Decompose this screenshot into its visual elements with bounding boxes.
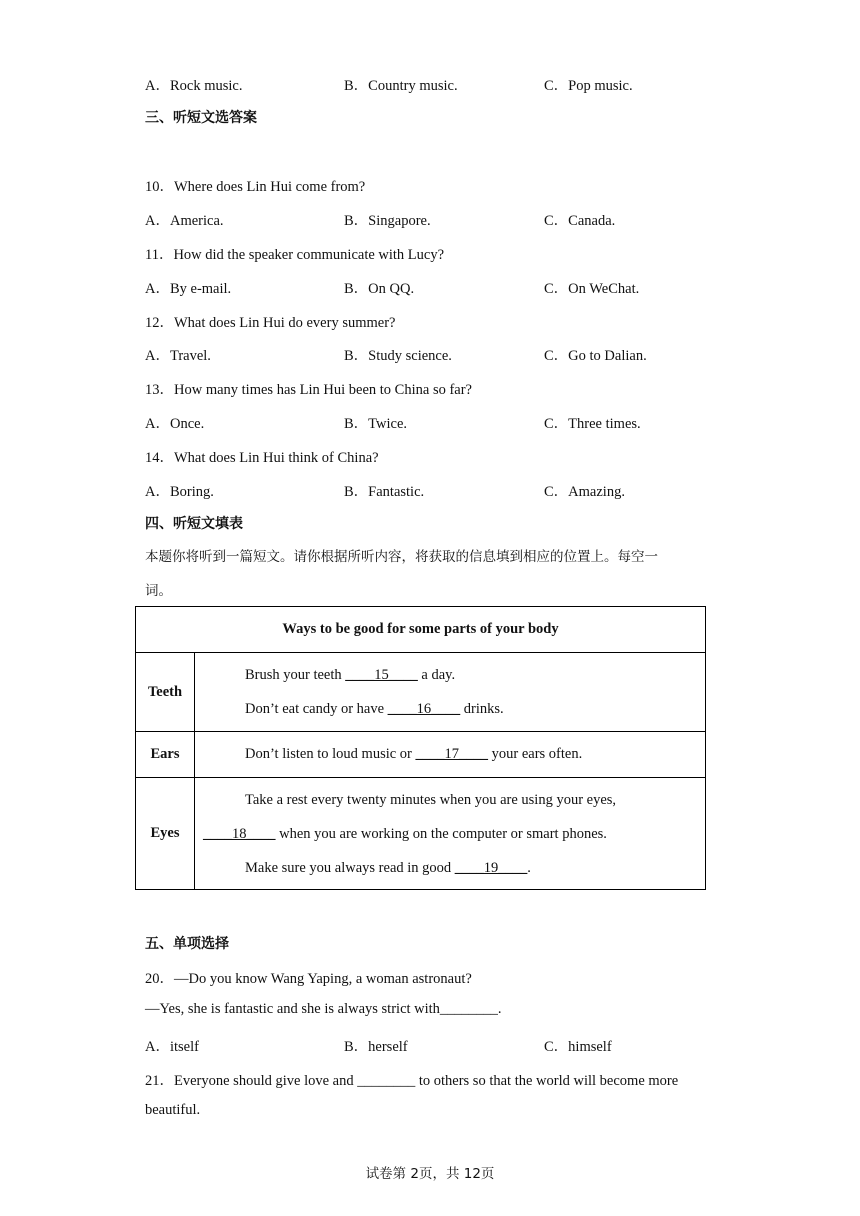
teeth-cell <box>195 653 706 732</box>
q12-stem: 12．What does Lin Hui do every summer? <box>145 315 396 331</box>
row-label-ears: Ears <box>136 732 195 778</box>
table-header: Ways to be good for some parts of your body <box>136 607 706 653</box>
blank-15[interactable]: ____15____ <box>345 667 418 683</box>
q20-option-b: B．herself <box>344 1039 408 1055</box>
q11-option-c: C．On WeChat. <box>544 281 640 297</box>
blank-18[interactable]: ____18____ <box>203 825 276 842</box>
row-label-eyes: Eyes <box>136 778 195 890</box>
blank-16[interactable]: ____16____ <box>387 701 461 717</box>
q12-option-c: C．Go to Dalian. <box>544 348 647 364</box>
blank-19[interactable]: ____19____ <box>454 859 528 876</box>
q10-option-b: B．Singapore. <box>344 213 431 229</box>
q14-option-c: C．Amazing. <box>544 484 625 500</box>
ears-line: Don’t listen to loud music or ____17____ your ears often. <box>245 746 583 762</box>
q20-reply: —Yes, she is fantastic and she is always strict with________. <box>145 1001 502 1017</box>
eyes-line-2: ____18____ when you are working on the computer or smart phones. <box>203 825 607 842</box>
q11-option-a: A．By e-mail. <box>145 281 232 297</box>
q20-option-a: A．itself <box>145 1039 199 1055</box>
section4-instructions: 本题你将听到一篇短文。请你根据所听内容，将获取的信息填到相应的位置上。每空一 <box>145 549 658 565</box>
q12-option-b: B．Study science. <box>344 348 452 364</box>
q9-option-c: C．Pop music. <box>544 78 633 94</box>
q20-stem: 20．—Do you know Wang Yaping, a woman astronaut? <box>145 971 472 987</box>
section4-title: 四、听短文填表 <box>145 516 243 532</box>
q10-stem: 10．Where does Lin Hui come from? <box>145 179 366 195</box>
teeth-line-2: Don’t eat candy or have ____16____ drinks. <box>245 701 504 717</box>
q11-option-b: B．On QQ. <box>344 281 415 297</box>
row-label-teeth: Teeth <box>136 653 195 732</box>
q13-option-a: A．Once. <box>145 416 205 432</box>
q14-option-b: B．Fantastic. <box>344 484 425 500</box>
q10-option-a: A．America. <box>145 213 224 229</box>
section3-title: 三、听短文选答案 <box>145 110 257 126</box>
teeth-line-1: Brush your teeth ____15____ a day. <box>245 667 456 683</box>
fill-in-table <box>135 606 706 890</box>
q13-stem: 13．How many times has Lin Hui been to China so far? <box>145 382 472 398</box>
q14-option-a: A．Boring. <box>145 484 214 500</box>
q20-option-c: C．himself <box>544 1039 612 1055</box>
q13-option-b: B．Twice. <box>344 416 408 432</box>
q9-option-a: A．Rock music. <box>145 78 243 94</box>
eyes-cell <box>195 778 706 890</box>
q12-option-a: A．Travel. <box>145 348 211 364</box>
q9-option-b: B．Country music. <box>344 78 458 94</box>
section4-instructions-cont: 词。 <box>145 583 172 599</box>
q13-option-c: C．Three times. <box>544 416 641 432</box>
q21-stem: 21．Everyone should give love and ________ to others so that the world will become more <box>145 1073 679 1089</box>
q14-stem: 14．What does Lin Hui think of China? <box>145 450 379 466</box>
q10-option-c: C．Canada. <box>544 213 616 229</box>
q21-stem-cont: beautiful. <box>145 1102 201 1118</box>
eyes-line-1: Take a rest every twenty minutes when you are using your eyes, <box>245 791 617 808</box>
page-footer: 试卷第 2页，共 12页 <box>365 1166 495 1182</box>
section5-title: 五、单项选择 <box>145 936 229 952</box>
ears-cell <box>195 732 706 778</box>
q11-stem: 11．How did the speaker communicate with Lucy? <box>145 247 445 263</box>
blank-17[interactable]: ____17____ <box>415 746 489 762</box>
eyes-line-3: Make sure you always read in good ____19____. <box>245 859 531 876</box>
